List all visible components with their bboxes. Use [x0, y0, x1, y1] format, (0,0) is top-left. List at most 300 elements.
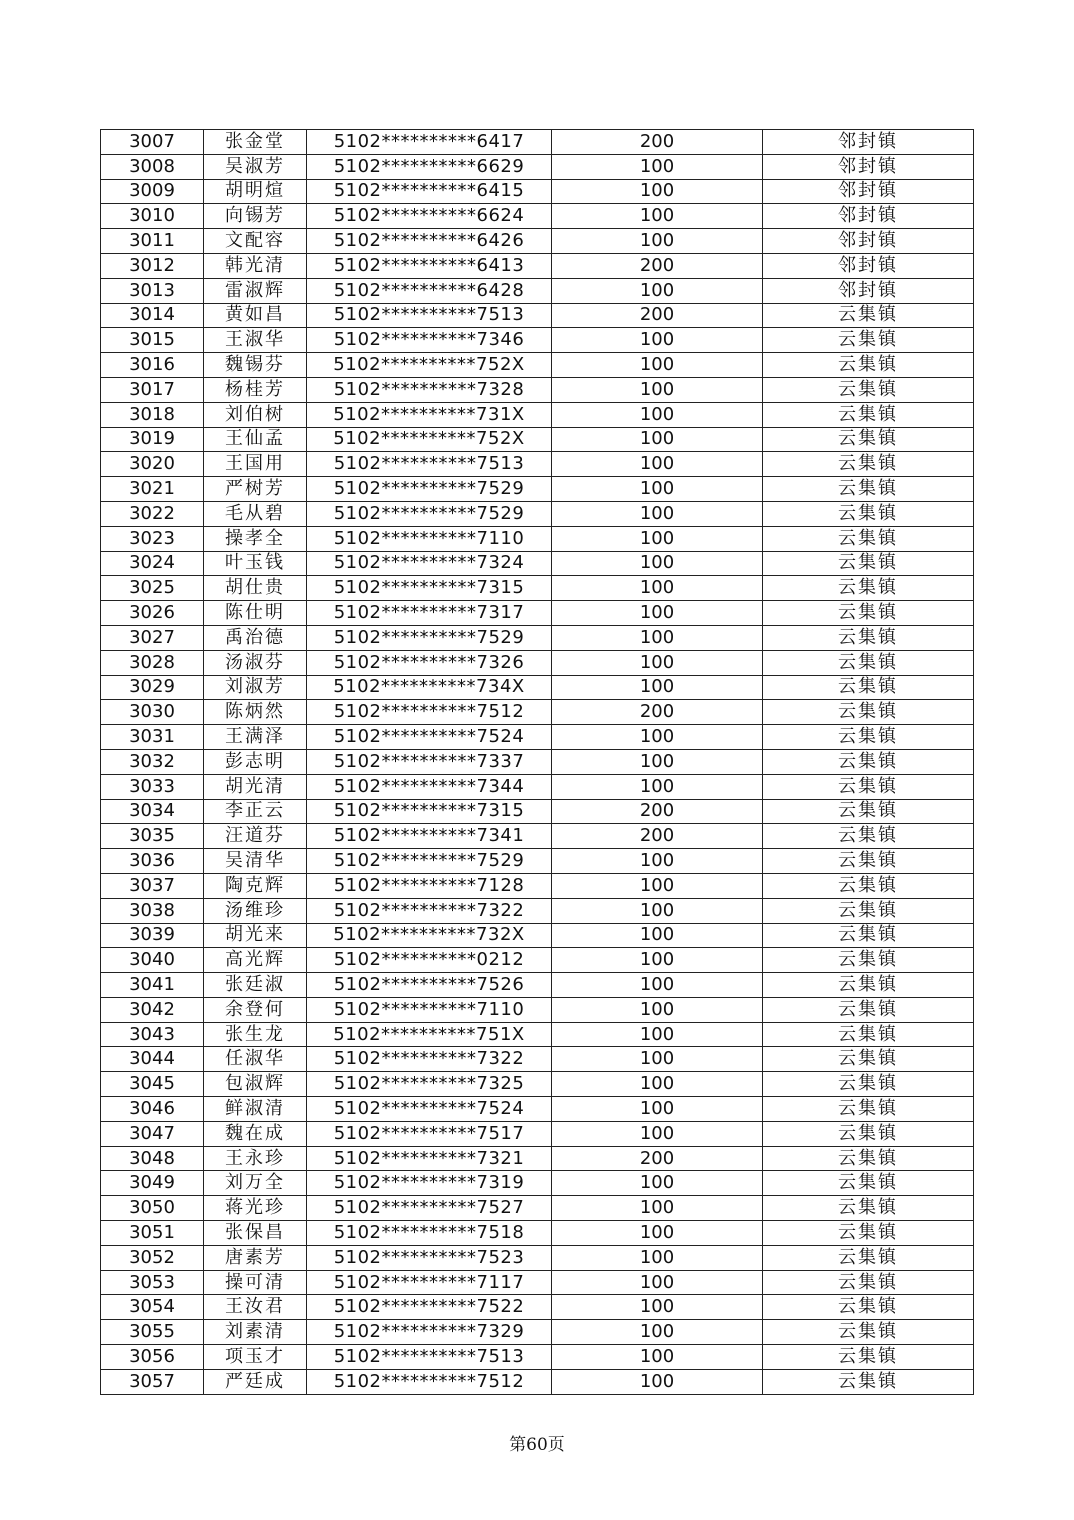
name-cell: 张生龙	[204, 1022, 307, 1047]
serial-cell: 3017	[101, 377, 204, 402]
town-cell: 邻封镇	[763, 278, 974, 303]
town-cell: 云集镇	[763, 1022, 974, 1047]
amount-cell: 100	[552, 774, 763, 799]
table-row	[101, 1320, 974, 1345]
name-cell: 张保昌	[204, 1221, 307, 1246]
amount-cell: 100	[552, 427, 763, 452]
table-row	[101, 328, 974, 353]
town-cell: 云集镇	[763, 452, 974, 477]
amount-cell: 100	[552, 154, 763, 179]
serial-cell: 3031	[101, 725, 204, 750]
name-cell: 刘淑芳	[204, 675, 307, 700]
town-cell: 云集镇	[763, 700, 974, 725]
id-number-cell: 5102**********7527	[307, 1196, 552, 1221]
table-row	[101, 725, 974, 750]
amount-cell: 100	[552, 849, 763, 874]
table-row	[101, 1369, 974, 1394]
name-cell: 唐素芳	[204, 1245, 307, 1270]
id-number-cell: 5102**********7321	[307, 1146, 552, 1171]
id-number-cell: 5102**********7319	[307, 1171, 552, 1196]
table-row	[101, 1146, 974, 1171]
serial-cell: 3044	[101, 1047, 204, 1072]
amount-cell: 100	[552, 377, 763, 402]
town-cell: 云集镇	[763, 1270, 974, 1295]
name-cell: 刘伯树	[204, 402, 307, 427]
serial-cell: 3041	[101, 973, 204, 998]
name-cell: 魏锡芬	[204, 353, 307, 378]
serial-cell: 3056	[101, 1345, 204, 1370]
table-row	[101, 278, 974, 303]
name-cell: 王淑华	[204, 328, 307, 353]
amount-cell: 100	[552, 278, 763, 303]
id-number-cell: 5102**********7110	[307, 997, 552, 1022]
name-cell: 向锡芳	[204, 204, 307, 229]
table-row	[101, 774, 974, 799]
serial-cell: 3033	[101, 774, 204, 799]
id-number-cell: 5102**********7512	[307, 700, 552, 725]
name-cell: 张金堂	[204, 130, 307, 155]
town-cell: 云集镇	[763, 501, 974, 526]
town-cell: 邻封镇	[763, 179, 974, 204]
table-row	[101, 1121, 974, 1146]
serial-cell: 3008	[101, 154, 204, 179]
id-number-cell: 5102**********7328	[307, 377, 552, 402]
amount-cell: 100	[552, 1121, 763, 1146]
table-row	[101, 501, 974, 526]
id-number-cell: 5102**********7513	[307, 452, 552, 477]
amount-cell: 100	[552, 353, 763, 378]
id-number-cell: 5102**********7344	[307, 774, 552, 799]
name-cell: 刘万全	[204, 1171, 307, 1196]
name-cell: 高光辉	[204, 948, 307, 973]
serial-cell: 3057	[101, 1369, 204, 1394]
id-number-cell: 5102**********752X	[307, 427, 552, 452]
amount-cell: 100	[552, 328, 763, 353]
town-cell: 云集镇	[763, 1295, 974, 1320]
name-cell: 刘素清	[204, 1320, 307, 1345]
id-number-cell: 5102**********7324	[307, 551, 552, 576]
amount-cell: 100	[552, 204, 763, 229]
town-cell: 邻封镇	[763, 154, 974, 179]
table-row	[101, 253, 974, 278]
id-number-cell: 5102**********7317	[307, 601, 552, 626]
id-number-cell: 5102**********7315	[307, 576, 552, 601]
name-cell: 操可清	[204, 1270, 307, 1295]
table-row	[101, 650, 974, 675]
name-cell: 鲜淑清	[204, 1097, 307, 1122]
table-row	[101, 700, 974, 725]
town-cell: 云集镇	[763, 1072, 974, 1097]
name-cell: 余登何	[204, 997, 307, 1022]
amount-cell: 100	[552, 1221, 763, 1246]
table-row	[101, 799, 974, 824]
amount-cell: 100	[552, 229, 763, 254]
amount-cell: 100	[552, 725, 763, 750]
amount-cell: 200	[552, 130, 763, 155]
name-cell: 汤维珍	[204, 898, 307, 923]
serial-cell: 3016	[101, 353, 204, 378]
town-cell: 云集镇	[763, 353, 974, 378]
table-row	[101, 1245, 974, 1270]
town-cell: 云集镇	[763, 774, 974, 799]
name-cell: 汤淑芬	[204, 650, 307, 675]
id-number-cell: 5102**********7524	[307, 725, 552, 750]
name-cell: 雷淑辉	[204, 278, 307, 303]
town-cell: 邻封镇	[763, 130, 974, 155]
amount-cell: 100	[552, 501, 763, 526]
town-cell: 云集镇	[763, 551, 974, 576]
amount-cell: 200	[552, 700, 763, 725]
name-cell: 严廷成	[204, 1369, 307, 1394]
id-number-cell: 5102**********7329	[307, 1320, 552, 1345]
amount-cell: 100	[552, 997, 763, 1022]
amount-cell: 100	[552, 526, 763, 551]
town-cell: 云集镇	[763, 625, 974, 650]
id-number-cell: 5102**********732X	[307, 923, 552, 948]
amount-cell: 100	[552, 675, 763, 700]
town-cell: 邻封镇	[763, 253, 974, 278]
id-number-cell: 5102**********731X	[307, 402, 552, 427]
amount-cell: 200	[552, 303, 763, 328]
amount-cell: 100	[552, 1047, 763, 1072]
serial-cell: 3021	[101, 477, 204, 502]
serial-cell: 3015	[101, 328, 204, 353]
town-cell: 邻封镇	[763, 204, 974, 229]
amount-cell: 200	[552, 1146, 763, 1171]
serial-cell: 3012	[101, 253, 204, 278]
name-cell: 蒋光珍	[204, 1196, 307, 1221]
amount-cell: 100	[552, 1270, 763, 1295]
amount-cell: 100	[552, 1196, 763, 1221]
serial-cell: 3011	[101, 229, 204, 254]
amount-cell: 200	[552, 824, 763, 849]
amount-cell: 100	[552, 1022, 763, 1047]
table-row	[101, 179, 974, 204]
table-row	[101, 625, 974, 650]
name-cell: 王永珍	[204, 1146, 307, 1171]
amount-cell: 100	[552, 1097, 763, 1122]
id-number-cell: 5102**********6415	[307, 179, 552, 204]
amount-cell: 200	[552, 799, 763, 824]
town-cell: 云集镇	[763, 650, 974, 675]
town-cell: 云集镇	[763, 997, 974, 1022]
id-number-cell: 5102**********6629	[307, 154, 552, 179]
town-cell: 云集镇	[763, 1097, 974, 1122]
town-cell: 邻封镇	[763, 229, 974, 254]
amount-cell: 100	[552, 625, 763, 650]
id-number-cell: 5102**********7117	[307, 1270, 552, 1295]
table-row	[101, 576, 974, 601]
town-cell: 云集镇	[763, 1221, 974, 1246]
name-cell: 严树芳	[204, 477, 307, 502]
table-row	[101, 477, 974, 502]
table-row	[101, 1196, 974, 1221]
table-row	[101, 204, 974, 229]
serial-cell: 3009	[101, 179, 204, 204]
town-cell: 云集镇	[763, 328, 974, 353]
table-row	[101, 154, 974, 179]
id-number-cell: 5102**********7523	[307, 1245, 552, 1270]
town-cell: 云集镇	[763, 1369, 974, 1394]
name-cell: 王汝君	[204, 1295, 307, 1320]
town-cell: 云集镇	[763, 799, 974, 824]
serial-cell: 3052	[101, 1245, 204, 1270]
table-row	[101, 1221, 974, 1246]
serial-cell: 3046	[101, 1097, 204, 1122]
id-number-cell: 5102**********752X	[307, 353, 552, 378]
name-cell: 吴清华	[204, 849, 307, 874]
town-cell: 云集镇	[763, 402, 974, 427]
amount-cell: 200	[552, 253, 763, 278]
serial-cell: 3037	[101, 873, 204, 898]
serial-cell: 3053	[101, 1270, 204, 1295]
page-number: 第60页	[509, 1435, 565, 1455]
serial-cell: 3042	[101, 997, 204, 1022]
serial-cell: 3024	[101, 551, 204, 576]
name-cell: 胡明煊	[204, 179, 307, 204]
serial-cell: 3039	[101, 923, 204, 948]
name-cell: 杨桂芳	[204, 377, 307, 402]
amount-cell: 100	[552, 1245, 763, 1270]
name-cell: 禹治德	[204, 625, 307, 650]
id-number-cell: 5102**********7524	[307, 1097, 552, 1122]
serial-cell: 3026	[101, 601, 204, 626]
town-cell: 云集镇	[763, 477, 974, 502]
id-number-cell: 5102**********7110	[307, 526, 552, 551]
id-number-cell: 5102**********6624	[307, 204, 552, 229]
town-cell: 云集镇	[763, 427, 974, 452]
town-cell: 云集镇	[763, 873, 974, 898]
name-cell: 王国用	[204, 452, 307, 477]
serial-cell: 3013	[101, 278, 204, 303]
table-row	[101, 402, 974, 427]
town-cell: 云集镇	[763, 377, 974, 402]
id-number-cell: 5102**********7512	[307, 1369, 552, 1394]
name-cell: 胡光来	[204, 923, 307, 948]
table-body	[101, 130, 974, 1395]
amount-cell: 100	[552, 551, 763, 576]
amount-cell: 100	[552, 576, 763, 601]
town-cell: 云集镇	[763, 725, 974, 750]
id-number-cell: 5102**********751X	[307, 1022, 552, 1047]
amount-cell: 100	[552, 749, 763, 774]
serial-cell: 3010	[101, 204, 204, 229]
name-cell: 魏在成	[204, 1121, 307, 1146]
serial-cell: 3036	[101, 849, 204, 874]
town-cell: 云集镇	[763, 1121, 974, 1146]
name-cell: 毛从碧	[204, 501, 307, 526]
serial-cell: 3019	[101, 427, 204, 452]
amount-cell: 100	[552, 402, 763, 427]
table-row	[101, 1097, 974, 1122]
id-number-cell: 5102**********734X	[307, 675, 552, 700]
name-cell: 任淑华	[204, 1047, 307, 1072]
table-row	[101, 675, 974, 700]
name-cell: 包淑辉	[204, 1072, 307, 1097]
table-row	[101, 923, 974, 948]
table-row	[101, 1345, 974, 1370]
serial-cell: 3047	[101, 1121, 204, 1146]
table-row	[101, 898, 974, 923]
town-cell: 云集镇	[763, 1245, 974, 1270]
amount-cell: 100	[552, 477, 763, 502]
id-number-cell: 5102**********7518	[307, 1221, 552, 1246]
town-cell: 云集镇	[763, 526, 974, 551]
id-number-cell: 5102**********7513	[307, 1345, 552, 1370]
serial-cell: 3038	[101, 898, 204, 923]
id-number-cell: 5102**********7337	[307, 749, 552, 774]
town-cell: 云集镇	[763, 303, 974, 328]
amount-cell: 100	[552, 1320, 763, 1345]
name-cell: 李正云	[204, 799, 307, 824]
town-cell: 云集镇	[763, 923, 974, 948]
amount-cell: 100	[552, 898, 763, 923]
town-cell: 云集镇	[763, 576, 974, 601]
amount-cell: 100	[552, 923, 763, 948]
id-number-cell: 5102**********6413	[307, 253, 552, 278]
serial-cell: 3055	[101, 1320, 204, 1345]
name-cell: 张廷淑	[204, 973, 307, 998]
id-number-cell: 5102**********6428	[307, 278, 552, 303]
name-cell: 项玉才	[204, 1345, 307, 1370]
name-cell: 陈仕明	[204, 601, 307, 626]
id-number-cell: 5102**********7529	[307, 477, 552, 502]
table-row	[101, 427, 974, 452]
name-cell: 韩光清	[204, 253, 307, 278]
town-cell: 云集镇	[763, 948, 974, 973]
id-number-cell: 5102**********6426	[307, 229, 552, 254]
amount-cell: 100	[552, 948, 763, 973]
name-cell: 陶克辉	[204, 873, 307, 898]
amount-cell: 100	[552, 1072, 763, 1097]
table-row	[101, 997, 974, 1022]
town-cell: 云集镇	[763, 1146, 974, 1171]
town-cell: 云集镇	[763, 1320, 974, 1345]
serial-cell: 3027	[101, 625, 204, 650]
name-cell: 王满泽	[204, 725, 307, 750]
serial-cell: 3028	[101, 650, 204, 675]
town-cell: 云集镇	[763, 601, 974, 626]
town-cell: 云集镇	[763, 1171, 974, 1196]
serial-cell: 3049	[101, 1171, 204, 1196]
name-cell: 陈炳然	[204, 700, 307, 725]
amount-cell: 100	[552, 1369, 763, 1394]
serial-cell: 3045	[101, 1072, 204, 1097]
amount-cell: 100	[552, 973, 763, 998]
name-cell: 胡仕贵	[204, 576, 307, 601]
data-table	[100, 129, 974, 1395]
serial-cell: 3040	[101, 948, 204, 973]
id-number-cell: 5102**********7522	[307, 1295, 552, 1320]
serial-cell: 3020	[101, 452, 204, 477]
town-cell: 云集镇	[763, 973, 974, 998]
serial-cell: 3054	[101, 1295, 204, 1320]
town-cell: 云集镇	[763, 1345, 974, 1370]
table-row	[101, 353, 974, 378]
amount-cell: 100	[552, 650, 763, 675]
town-cell: 云集镇	[763, 1196, 974, 1221]
name-cell: 黄如昌	[204, 303, 307, 328]
amount-cell: 100	[552, 179, 763, 204]
id-number-cell: 5102**********0212	[307, 948, 552, 973]
id-number-cell: 5102**********7529	[307, 849, 552, 874]
amount-cell: 100	[552, 873, 763, 898]
id-number-cell: 5102**********7128	[307, 873, 552, 898]
town-cell: 云集镇	[763, 824, 974, 849]
name-cell: 王仙孟	[204, 427, 307, 452]
serial-cell: 3022	[101, 501, 204, 526]
table-row	[101, 303, 974, 328]
serial-cell: 3018	[101, 402, 204, 427]
amount-cell: 100	[552, 1345, 763, 1370]
id-number-cell: 5102**********7322	[307, 1047, 552, 1072]
table-row	[101, 130, 974, 155]
id-number-cell: 5102**********7315	[307, 799, 552, 824]
amount-cell: 100	[552, 452, 763, 477]
name-cell: 叶玉钱	[204, 551, 307, 576]
table-row	[101, 948, 974, 973]
name-cell: 文配容	[204, 229, 307, 254]
serial-cell: 3051	[101, 1221, 204, 1246]
town-cell: 云集镇	[763, 675, 974, 700]
table-row	[101, 973, 974, 998]
name-cell: 胡光清	[204, 774, 307, 799]
serial-cell: 3030	[101, 700, 204, 725]
table-row	[101, 1072, 974, 1097]
id-number-cell: 5102**********7517	[307, 1121, 552, 1146]
serial-cell: 3023	[101, 526, 204, 551]
id-number-cell: 5102**********7526	[307, 973, 552, 998]
town-cell: 云集镇	[763, 849, 974, 874]
id-number-cell: 5102**********7346	[307, 328, 552, 353]
table-row	[101, 526, 974, 551]
table-row	[101, 824, 974, 849]
serial-cell: 3043	[101, 1022, 204, 1047]
id-number-cell: 5102**********7529	[307, 625, 552, 650]
town-cell: 云集镇	[763, 749, 974, 774]
serial-cell: 3050	[101, 1196, 204, 1221]
serial-cell: 3007	[101, 130, 204, 155]
id-number-cell: 5102**********7529	[307, 501, 552, 526]
id-number-cell: 5102**********7513	[307, 303, 552, 328]
serial-cell: 3034	[101, 799, 204, 824]
name-cell: 彭志明	[204, 749, 307, 774]
amount-cell: 100	[552, 1171, 763, 1196]
table-row	[101, 377, 974, 402]
id-number-cell: 5102**********6417	[307, 130, 552, 155]
table-row	[101, 1270, 974, 1295]
id-number-cell: 5102**********7326	[307, 650, 552, 675]
table-row	[101, 1022, 974, 1047]
table-row	[101, 551, 974, 576]
table-row	[101, 601, 974, 626]
serial-cell: 3048	[101, 1146, 204, 1171]
table-row	[101, 849, 974, 874]
serial-cell: 3025	[101, 576, 204, 601]
serial-cell: 3035	[101, 824, 204, 849]
name-cell: 操孝全	[204, 526, 307, 551]
amount-cell: 100	[552, 1295, 763, 1320]
name-cell: 汪道芬	[204, 824, 307, 849]
table-row	[101, 1047, 974, 1072]
table-row	[101, 1171, 974, 1196]
table-row	[101, 452, 974, 477]
table-row	[101, 229, 974, 254]
table-row	[101, 1295, 974, 1320]
id-number-cell: 5102**********7325	[307, 1072, 552, 1097]
name-cell: 吴淑芳	[204, 154, 307, 179]
id-number-cell: 5102**********7341	[307, 824, 552, 849]
